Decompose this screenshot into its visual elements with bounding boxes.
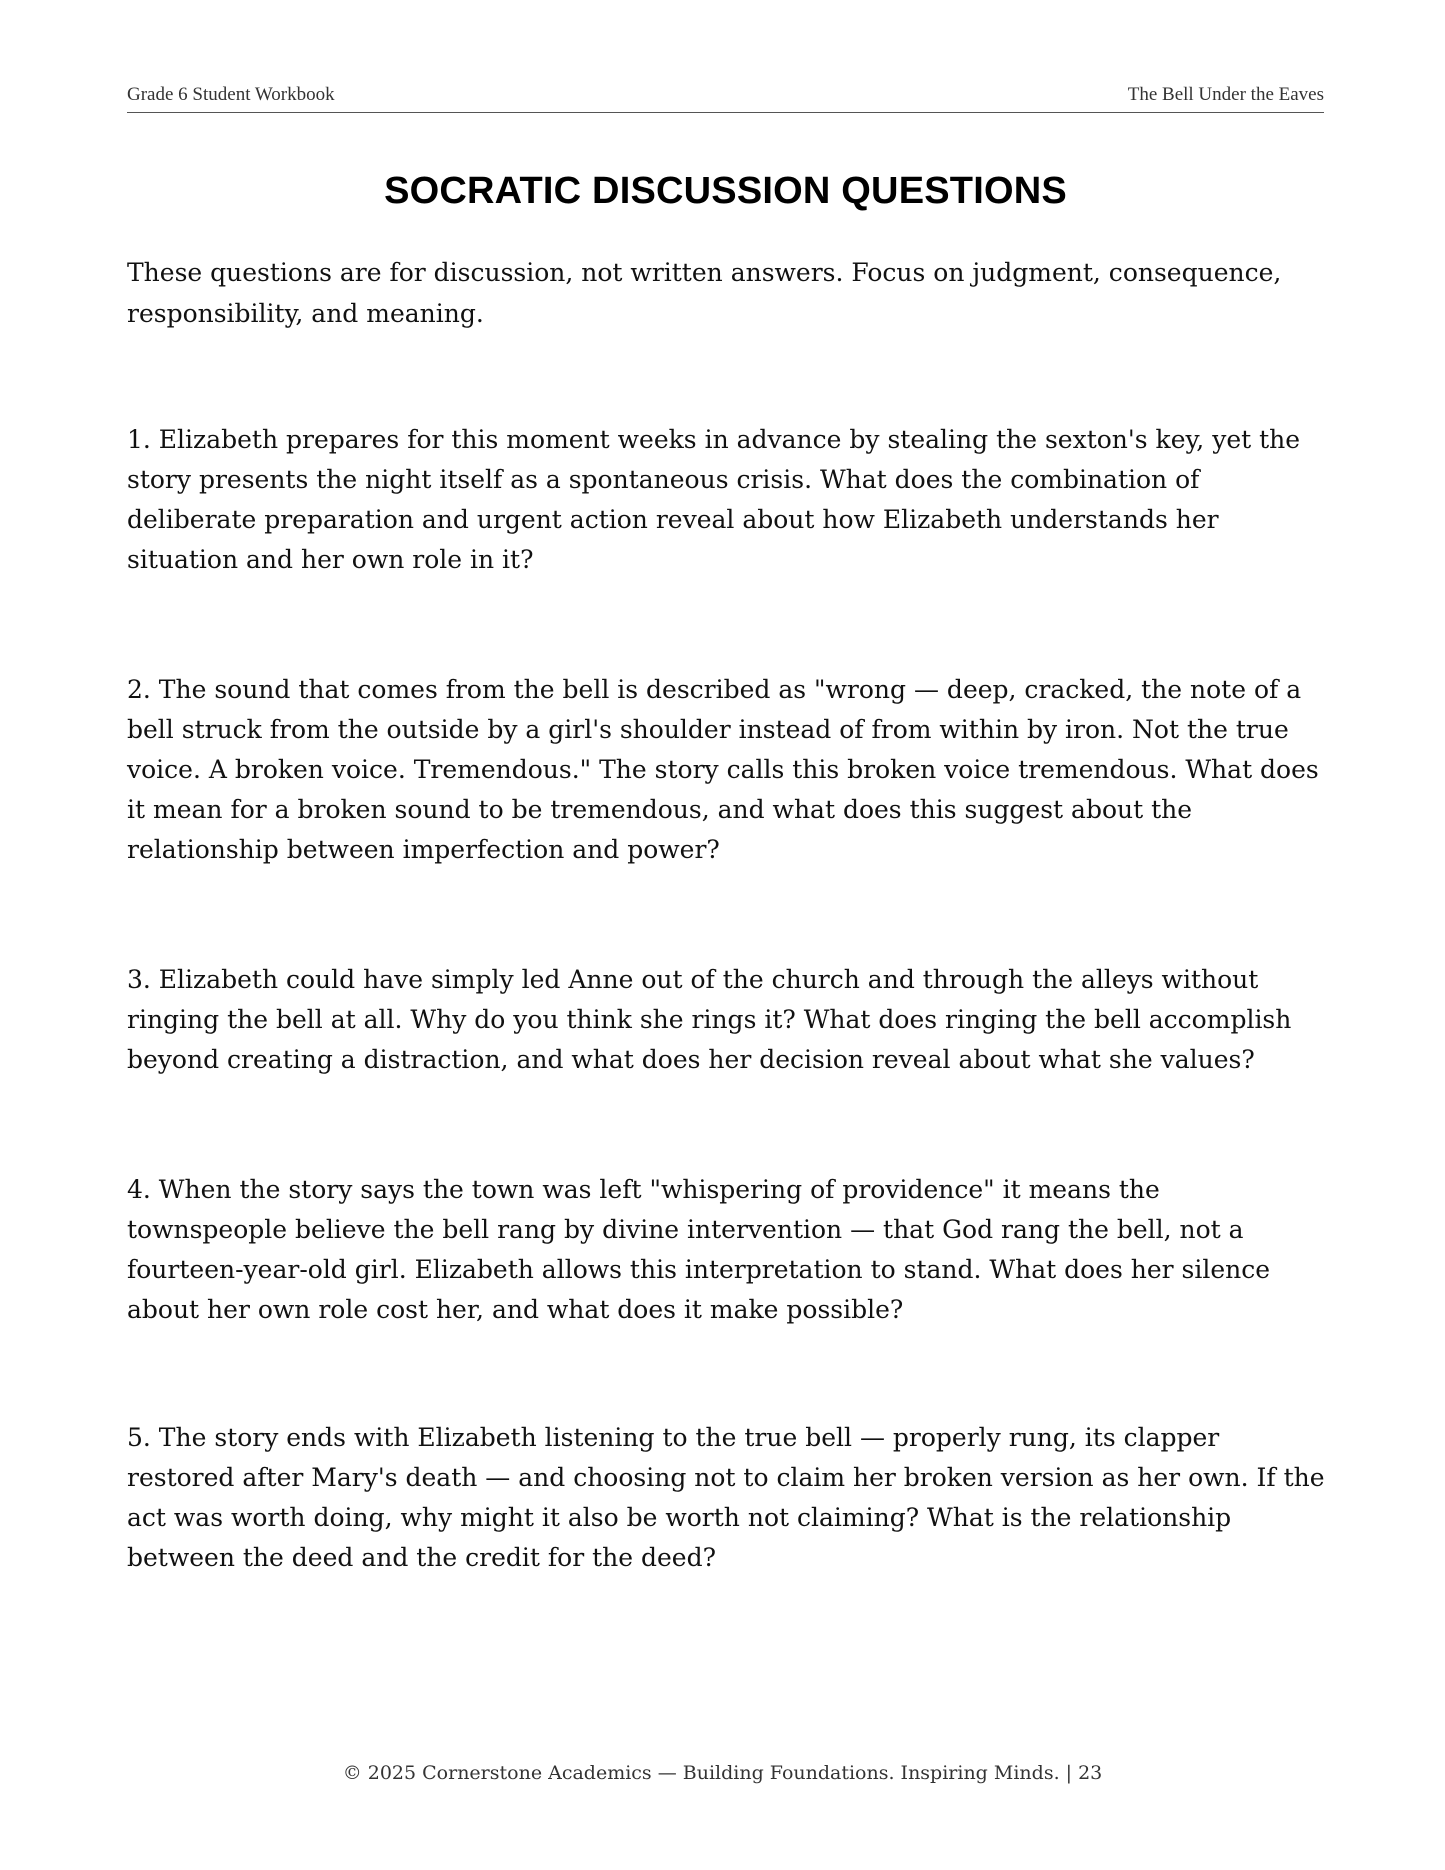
discussion-question-4: 4. When the story says the town was left "whispering of providence" it means the townspeople believe the bell rang by divine intervention — that God rang the bell, not a fourteen-year-old girl. Elizabeth allows this interpretation to stand. What does her silence about her own role cost her, and what does it make possible? xyxy=(127,1175,1271,1324)
discussion-question-1: 1. Elizabeth prepares for this moment weeks in advance by stealing the sexton's key, yet the story presents the night itself as a spontaneous crisis. What does the combination of deliberate preparation and urgent action reveal about how Elizabeth understands her situation and her own role in it? xyxy=(127,425,1301,574)
header-story-title: The Bell Under the Eaves xyxy=(1127,84,1324,105)
header-workbook-title: Grade 6 Student Workbook xyxy=(127,84,335,105)
discussion-question-2: 2. The sound that comes from the bell is described as "wrong — deep, cracked, the note of a bell struck from the outside by a girl's shoulder instead of from within by iron. Not the true voice. A broken voice. Tremendous." The story calls this broken voice tremendous. What does it mean for a broken sound to be tremendous, and what does this suggest about the relationship between imperfection and power? xyxy=(127,675,1319,864)
discussion-question-5: 5. The story ends with Elizabeth listening to the true bell — properly rung, its clapper restored after Mary's death — and choosing not to claim her broken version as her own. If the act was worth doing, why might it also be worth not claiming? What is the relationship between the deed and the credit for the deed? xyxy=(127,1423,1325,1572)
intro-paragraph: These questions are for discussion, not written answers. Focus on judgment, consequence, responsibility, and meaning. xyxy=(127,258,1282,328)
page-header xyxy=(127,82,1324,113)
page-title: SOCRATIC DISCUSSION QUESTIONS xyxy=(384,170,1067,212)
discussion-question-3: 3. Elizabeth could have simply led Anne out of the church and through the alleys without ringing the bell at all. Why do you think she rings it? What does ringing the bell accomplish beyond creating a distraction, and what does her decision reveal about what she values? xyxy=(127,965,1292,1074)
page-footer: © 2025 Cornerstone Academics — Building Foundations. Inspiring Minds. | 23 xyxy=(342,1762,1103,1784)
